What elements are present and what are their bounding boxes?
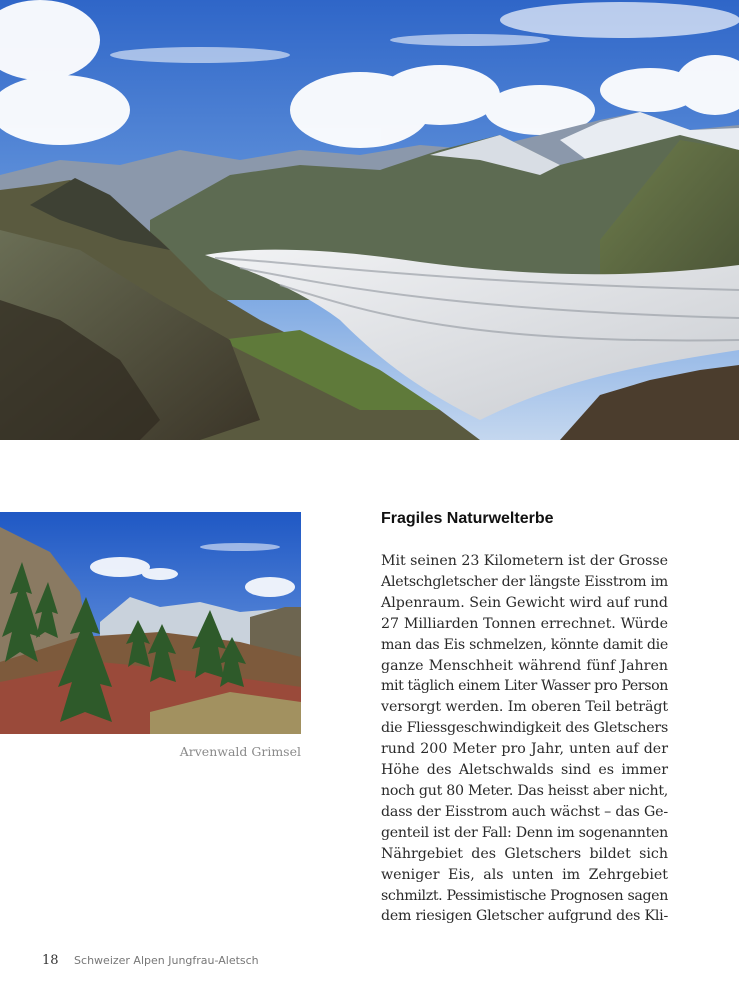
body-line: Mit seinen 23 Kilometern ist der Grosse [381, 553, 668, 569]
publication-title: Schweizer Alpen Jungfrau-Aletsch [74, 954, 259, 967]
body-line: Nährgebiet des Gletschers bildet sich [381, 845, 668, 862]
body-line: genteil ist der Fall: Denn im sogenannten [381, 824, 668, 841]
body-line: 27 Milliarden Tonnen errechnet. Würde [381, 615, 668, 632]
page-footer [42, 953, 259, 968]
body-line: noch gut 80 Meter. Das heisst aber nicht, [381, 782, 668, 799]
photo-arvenwald-grimsel [0, 512, 301, 734]
hero-photo-aletsch-glacier [0, 0, 739, 440]
page-number: 18 [42, 953, 59, 968]
glacier-landscape-illustration [0, 0, 739, 440]
forest-landscape-illustration [0, 512, 301, 734]
body-line: Höhe des Aletschwalds sind es immer [381, 762, 668, 779]
body-line: Alpenraum. Sein Gewicht wird auf rund [381, 594, 668, 611]
body-line: dem riesigen Gletscher aufgrund des Kli- [381, 908, 668, 925]
article-body [381, 551, 668, 927]
body-line: mit täglich einem Liter Wasser pro Person [381, 678, 668, 695]
body-line: rund 200 Meter pro Jahr, unten auf der [381, 741, 668, 758]
body-line: Aletschgletscher der längste Eisstrom im [381, 573, 668, 590]
body-line: schmilzt. Pessimistische Prognosen sagen [381, 887, 668, 904]
photo-caption: Arvenwald Grimsel [179, 744, 301, 759]
body-line: weniger Eis, als unten im Zehrgebiet [381, 866, 668, 883]
body-line: die Fliessgeschwindigkeit des Gletschers [381, 720, 668, 737]
body-line: versorgt werden. Im oberen Teil beträgt [381, 699, 668, 716]
article-heading: Fragiles Naturwelterbe [381, 510, 554, 527]
body-line: man das Eis schmelzen, könnte damit die [381, 636, 668, 653]
body-line: dass der Eisstrom auch wächst – das Ge- [381, 803, 668, 820]
body-line: ganze Menschheit während fünf Jahren [381, 657, 668, 674]
